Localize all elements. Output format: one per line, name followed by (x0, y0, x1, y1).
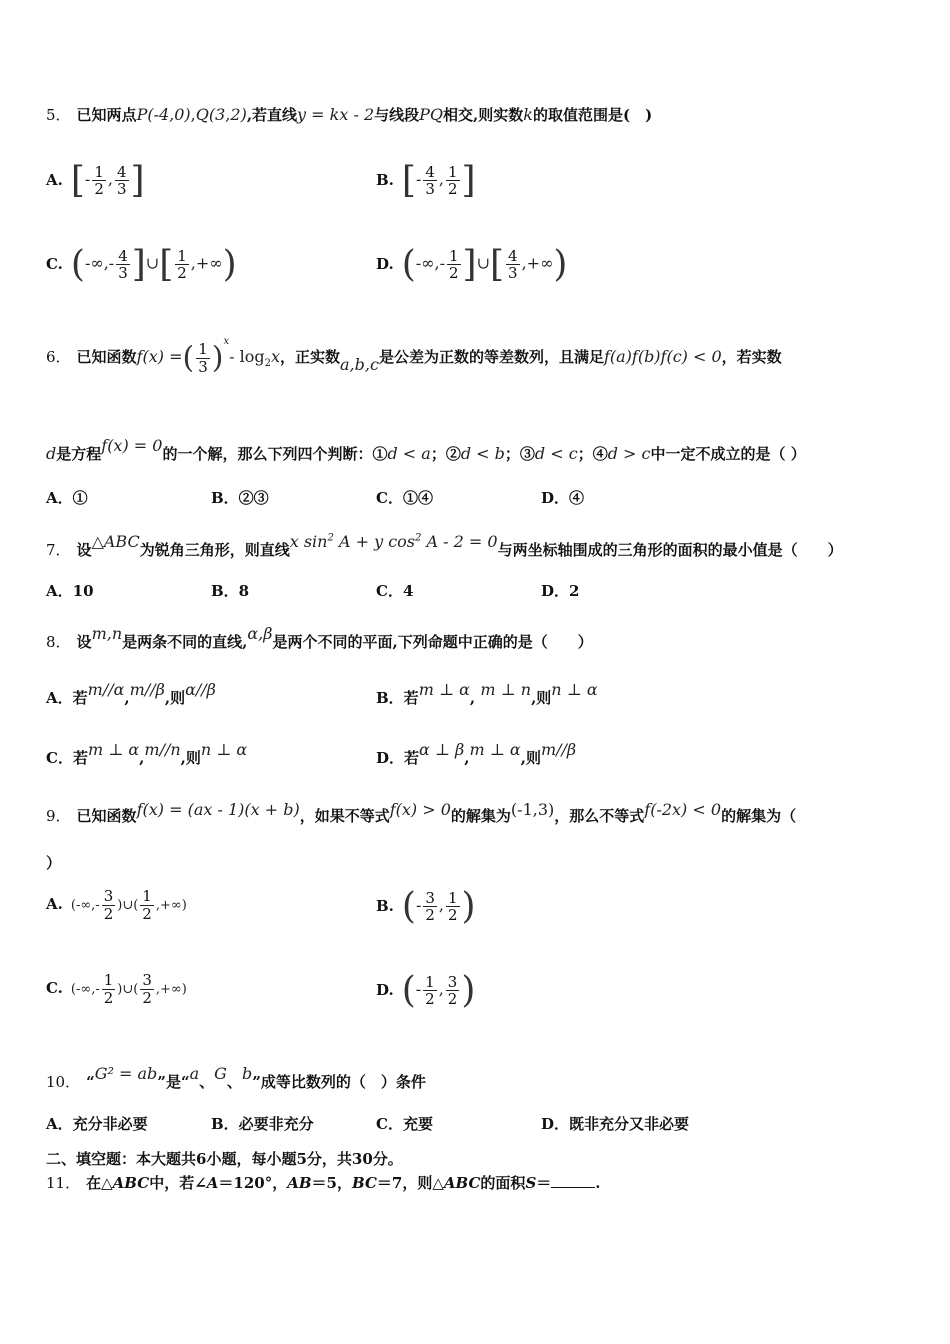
point-p: P(-4,0) (136, 105, 191, 124)
q9-option-d[interactable]: D. (- $\frac{1}{2}$ , $\frac{3}{2}$ ) (376, 970, 476, 1011)
vars-abc: a,b,c (340, 355, 379, 374)
q9-option-a[interactable]: A. (-∞,- $\frac{3}{2}$ )∪( $\frac{1}{2}$ ,+∞) (46, 887, 187, 923)
q5-option-a[interactable]: A. [- $\frac{1}{2}$ , $\frac{4}{3}$ ] (46, 160, 145, 201)
function: f(x) = (136, 347, 183, 366)
question-number: 5． (46, 106, 71, 124)
question-5 (46, 104, 652, 125)
point-q: Q(3,2) (195, 105, 247, 124)
q7-option-a[interactable]: A．10 (46, 582, 94, 600)
question-6-cont: d是方程f(x) = 0的一个解，那么下列四个判断：①d < a；②d < b；③d < c；④d > c中一定不成立的是（ ） (46, 436, 806, 463)
text: 的取值范围是( ) (532, 106, 653, 124)
answer-blank[interactable] (551, 1187, 595, 1188)
question-7: 7． 设△ABC为锐角三角形，则直线x $\sin^2 A + y$ $\cos^2 A - 2 = 0$与两坐标轴围成的三角形的面积的最小值是（ ） (46, 532, 843, 559)
q5-option-c[interactable]: C. (-∞,- $\frac{4}{3}$ ]∪[ $\frac{1}{2}$ ,+∞) (46, 244, 237, 285)
segment-pq: PQ (419, 105, 444, 124)
line-equation: x $\sin^2 A + y$ $\cos^2 A - 2 = 0$ (289, 532, 498, 551)
q6-option-a[interactable]: A．① (46, 489, 88, 507)
text: 相交,则实数 (443, 106, 524, 124)
line-equation: y = kx - 2 (297, 105, 375, 124)
q7-option-d[interactable]: D．2 (541, 582, 580, 600)
text: ,若直线 (246, 106, 298, 124)
q9-option-c[interactable]: C. (-∞,- $\frac{1}{2}$ )∪( $\frac{3}{2}$ ,+∞) (46, 971, 187, 1007)
q10-option-b[interactable]: B．必要非充分 (211, 1115, 314, 1133)
q8-option-b[interactable]: B．若m ⊥ α, m ⊥ n,则n ⊥ α (376, 680, 598, 707)
q5-option-b[interactable]: B. [- $\frac{4}{3}$ , $\frac{1}{2}$ ] (376, 160, 476, 201)
q5-option-d[interactable]: D. (-∞,- $\frac{1}{2}$ ]∪[ $\frac{4}{3}$ ,+∞) (376, 244, 568, 285)
q8-option-a[interactable]: A．若m//α,m//β,则α//β (46, 680, 216, 707)
var-k: k (523, 105, 533, 124)
question-6: 6． 已知函数f(x) =( $\frac{1}{3}$ )$^x$- $\log_2x$，正实数a,b,c是公差为正数的等差数列，且满足f(a)f(b)f(c) < 0，若实数 (46, 336, 782, 376)
q10-option-a[interactable]: A．充分非必要 (46, 1115, 148, 1133)
q8-option-d[interactable]: D．若α ⊥ β,m ⊥ α,则m//β (376, 740, 577, 767)
question-9: 9． 已知函数f(x) = (ax - 1)(x + b)，如果不等式f(x) > 0的解集为(-1,3)，那么不等式f(-2x) < 0的解集为（ (46, 800, 797, 825)
q6-option-d[interactable]: D．④ (541, 489, 585, 507)
question-10: 10． “G² = ab”是“a、G、b”成等比数列的（ ）条件 (46, 1064, 426, 1091)
q7-option-c[interactable]: C．4 (376, 582, 414, 600)
text: , (190, 105, 196, 124)
text: 已知两点 (76, 106, 137, 124)
q6-option-c[interactable]: C．①④ (376, 489, 433, 507)
q6-option-b[interactable]: B．②③ (211, 489, 269, 507)
q8-option-c[interactable]: C．若m ⊥ α,m//n,则n ⊥ α (46, 740, 248, 767)
q9-option-b[interactable]: B. (- $\frac{3}{2}$ , $\frac{1}{2}$ ) (376, 886, 476, 927)
question-11: 11． 在△ABC中，若∠A＝120°，AB＝5，BC＝7，则△ABC的面积S＝ . (46, 1174, 601, 1192)
section-2-heading: 二、填空题：本大题共6小题，每小题5分，共30分。 (46, 1150, 403, 1168)
q10-option-d[interactable]: D．既非充分又非必要 (541, 1115, 690, 1133)
q10-option-c[interactable]: C．充要 (376, 1115, 433, 1133)
question-8: 8． 设m,n是两条不同的直线,α,β是两个不同的平面,下列命题中正确的是（ ） (46, 624, 593, 651)
text: 与线段 (374, 106, 420, 124)
question-9-cont: ） (46, 854, 62, 872)
q7-option-b[interactable]: B．8 (211, 582, 250, 600)
question-number: 6． (46, 348, 71, 366)
